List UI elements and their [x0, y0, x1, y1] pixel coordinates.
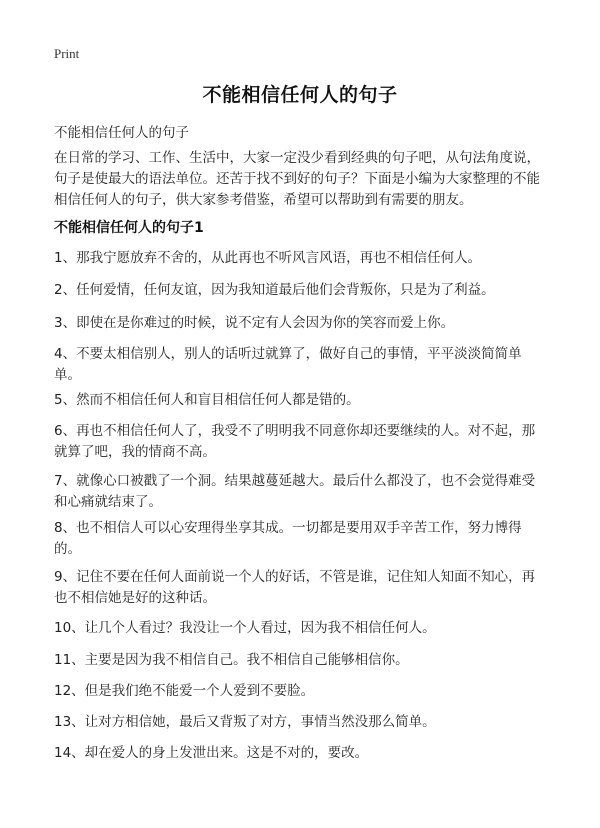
list-item: 3、即使在是你难过的时候，说不定有人会因为你的笑容而爱上你。	[54, 315, 455, 331]
list-item: 4、不要太相信别人，别人的话听过就算了，做好自己的事情，平平淡淡简简单单。	[54, 346, 522, 383]
document-subtitle: 不能相信任何人的句子	[54, 125, 189, 141]
print-label: Print	[54, 46, 80, 61]
list-item: 11、主要是因为我不相信自己。我不相信自己能够相信你。	[54, 652, 409, 668]
list-item: 1、那我宁愿放弃不舍的，从此再也不听风言风语，再也不相信任何人。	[54, 250, 482, 266]
intro-paragraph: 在日常的学习、工作、生活中，大家一定没少看到经典的句子吧，从句法角度说，句子是使最大的语法单位。还苦于找不到好的句子？下面是小编为大家整理的不能相信任何人的句子，供大家参考借鉴，希望可以帮助到有需要的朋友。	[54, 150, 540, 208]
list-item: 6、再也不相信任何人了，我受不了明明我不同意你却还要继续的人。对不起，那就算了吧，我的情商不高。	[54, 423, 536, 460]
list-item: 14、却在爱人的身上发泄出来。这是不对的，要改。	[54, 745, 369, 761]
list-item: 7、就像心口被戳了一个洞。结果越蔓延越大。最后什么都没了，也不会觉得难受和心痛就结束了。	[54, 473, 536, 510]
document-title: 不能相信任何人的句子	[202, 84, 398, 106]
section-heading: 不能相信任何人的句子1	[54, 220, 204, 236]
list-item: 10、让几个人看过？我没让一个人看过，因为我不相信任何人。	[54, 620, 436, 636]
list-item: 5、然而不相信任何人和盲目相信任何人都是错的。	[54, 392, 360, 408]
list-item: 8、也不相信人可以心安理得坐享其成。一切都是要用双手辛苦工作，努力博得的。	[54, 520, 522, 557]
list-item: 12、但是我们绝不能爱一个人爱到不要脸。	[54, 683, 315, 699]
list-item: 2、任何爱情，任何友谊，因为我知道最后他们会背叛你，只是为了利益。	[54, 282, 495, 298]
list-item: 13、让对方相信她，最后又背叛了对方，事情当然没那么简单。	[54, 714, 436, 730]
list-item: 9、记住不要在任何人面前说一个人的好话，不管是谁，记住知人知面不知心，再也不相信她是好的这种话。	[54, 569, 536, 606]
